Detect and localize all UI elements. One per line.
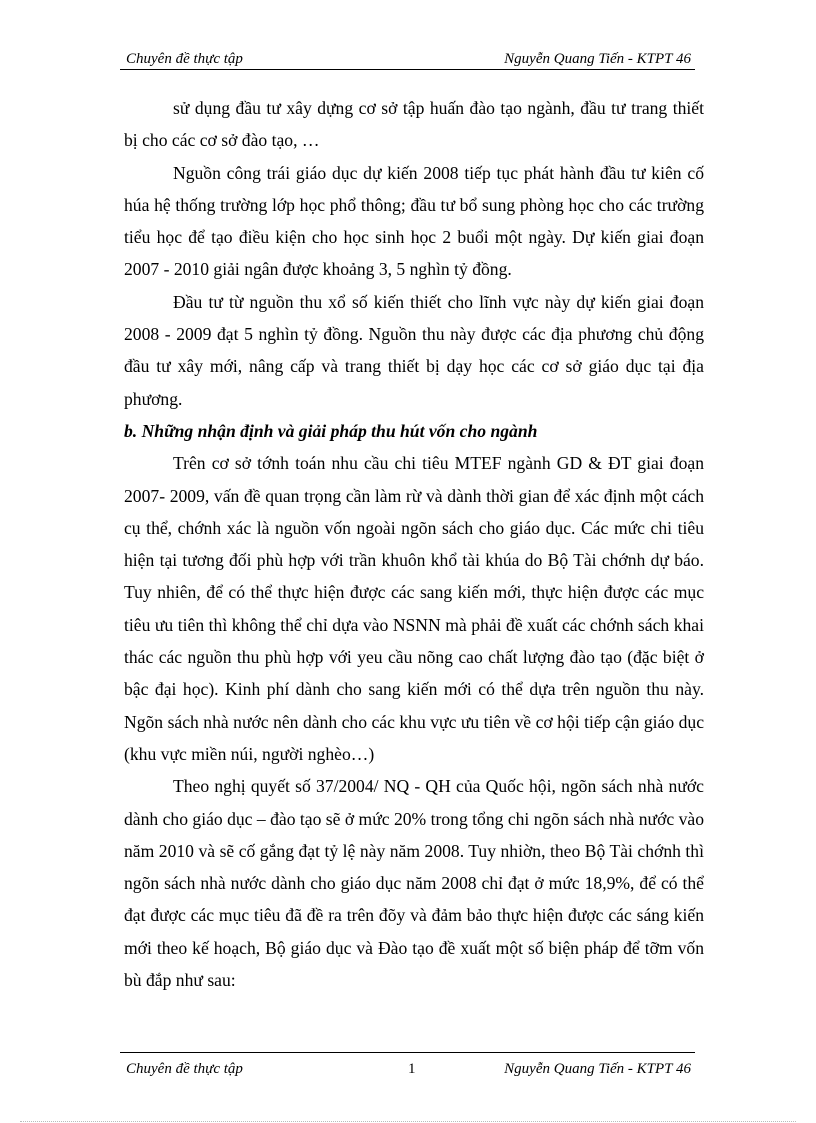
header-right-text: Nguyễn Quang Tiến - KTPT 46 (504, 51, 691, 67)
page-number: 1 (408, 1061, 416, 1077)
body-text (124, 92, 704, 996)
page-header (120, 47, 695, 70)
page-edge-divider (20, 1121, 796, 1122)
header-left-text: Chuyên đề thực tập (126, 51, 243, 67)
page-footer (120, 1052, 695, 1077)
section-heading: b. Những nhận định và giải pháp thu hút vốn cho ngành (124, 420, 538, 441)
paragraph-mtef: Trên cơ sở tớnh toán nhu cầu chi tiêu MTEF ngành GD & ĐT giai đoạn 2007- 2009, vấn đề quan trọng cần làm rừ và dành thời gian để xác định một cách cụ thể, chớnh xác là nguồn vốn ngoài ngõn sách cho giáo dục. Các mức chi tiêu hiện tại tương đối phù hợp với trần khuôn khổ tài khúa do Bộ Tài chớnh dự báo. Tuy nhiên, để có thể thực hiện được các sang kiến mới, thực hiện được các mục tiêu ưu tiên thì không thể chỉ dựa vào NSNN mà phải đề xuất các chớnh sách khai thác các nguồn thu phù hợp với yeu cầu nõng cao chất lượng đào tạo (đặc biệt ở bậc đại học). Kinh phí dành cho sang kiến mới có thể dựa trên nguồn thu này. Ngõn sách nhà nước nên dành cho các khu vực ưu tiên về cơ hội tiếp cận giáo dục (khu vực miền núi, người nghèo…) (124, 453, 704, 764)
paragraph-resolution: Theo nghị quyết số 37/2004/ NQ - QH của Quốc hội, ngõn sách nhà nước dành cho giáo dục – đào tạo sẽ ở mức 20% trong tổng chi ngõn sách nhà nước vào năm 2010 và sẽ cố gắng đạt tỷ lệ này năm 2008. Tuy nhiờn, theo Bộ Tài chớnh thì ngõn sách nhà nước dành cho giáo dục năm 2008 chỉ đạt ở mức 18,9%, để có thể đạt được các mục tiêu đã đề ra trên đõy và đảm bảo thực hiện được các sáng kiến mới theo kế hoạch, Bộ giáo dục và Đào tạo đề xuất một số biện pháp để tỡm vốn bù đắp như sau: (124, 776, 705, 991)
footer-right-text: Nguyễn Quang Tiến - KTPT 46 (504, 1061, 691, 1077)
footer-left-text: Chuyên đề thực tập (126, 1061, 243, 1077)
paragraph-continuation: sử dụng đầu tư xây dựng cơ sở tập huấn đào tạo ngành, đầu tư trang thiết bị cho các cơ sở đào tạo, … (124, 98, 704, 151)
paragraph-education-bonds: Nguồn công trái giáo dục dự kiến 2008 tiếp tục phát hành đầu tư kiên cố húa hệ thống trường lớp học phổ thông; đầu tư bổ sung phòng học cho các trường tiểu học để tạo điều kiện cho học sinh học 2 buổi một ngày. Dự kiến giai đoạn 2007 - 2010 giải ngân được khoảng 3, 5 nghìn tỷ đồng. (124, 162, 704, 280)
paragraph-lottery-funding: Đầu tư từ nguồn thu xổ số kiến thiết cho lĩnh vực này dự kiến giai đoạn 2008 - 2009 đạt 5 nghìn tỷ đồng. Nguồn thu này được các địa phương chủ động đầu tư xây mới, nâng cấp và trang thiết bị dạy học các cơ sở giáo dục tại địa phương. (124, 291, 704, 409)
